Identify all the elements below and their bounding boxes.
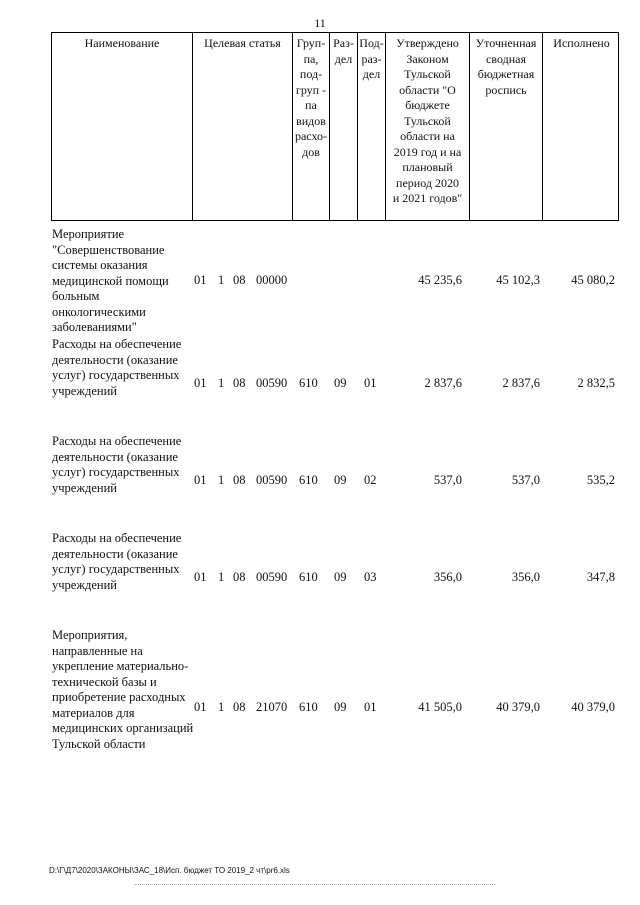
row-name: Мероприятие "Совершенствование системы оказания медицинской помощи больным онкологическими заболеваниями"	[52, 227, 169, 334]
row-refined: 45 102,3	[496, 273, 540, 287]
header-refined: Уточненная сводная бюджетная роспись	[469, 33, 542, 220]
row-subsection: 03	[364, 570, 377, 584]
header-target: Целевая статья	[192, 33, 292, 220]
row-group: 610	[299, 376, 318, 390]
row-name: Расходы на обеспечение деятельности (оказание услуг) государственных учреждений	[52, 531, 182, 592]
row-approved: 537,0	[433, 473, 462, 487]
header-group: Груп- па, под- груп - па видов расхо- дов	[292, 33, 329, 220]
row-section: 09	[334, 473, 347, 487]
header-name: Наименование	[84, 36, 160, 50]
row-section: 09	[334, 376, 347, 390]
row-code-part4: 21070	[256, 700, 288, 714]
row-subsection: 02	[364, 473, 377, 487]
row-code-part4: 00590	[256, 376, 288, 390]
row-section: 09	[334, 570, 347, 584]
row-executed: 40 379,0	[571, 700, 615, 714]
row-name: Мероприятия, направленные на укрепление материально-технической базы и приобретение расходных материалов для медицинских организаций Тульской области	[52, 628, 194, 751]
row-code-part2: 1	[218, 473, 225, 487]
row-group: 610	[299, 700, 318, 714]
row-code-part2: 1	[218, 273, 225, 287]
row-code-part3: 08	[233, 473, 246, 487]
header-approved: Утверждено Законом Тульской области "О бюджете Тульской области на 2019 год и на плановый период 2020 и 2021 годов"	[385, 33, 469, 220]
row-executed: 347,8	[586, 570, 615, 584]
footer-divider	[135, 884, 495, 885]
row-code-part3: 08	[233, 700, 246, 714]
row-subsection: 01	[364, 376, 377, 390]
row-approved: 45 235,6	[418, 273, 462, 287]
row-code-part1: 01	[194, 473, 207, 487]
row-approved: 356,0	[433, 570, 462, 584]
row-code-part3: 08	[233, 273, 246, 287]
row-code-part1: 01	[194, 376, 207, 390]
row-section: 09	[334, 700, 347, 714]
row-code-part2: 1	[218, 570, 225, 584]
row-code-part2: 1	[218, 376, 225, 390]
row-executed: 45 080,2	[571, 273, 615, 287]
row-approved: 41 505,0	[418, 700, 462, 714]
row-group: 610	[299, 473, 318, 487]
row-code-part3: 08	[233, 376, 246, 390]
header-executed: Исполнено	[542, 33, 620, 220]
row-approved: 2 837,6	[424, 376, 462, 390]
row-executed: 535,2	[586, 473, 615, 487]
row-code-part4: 00000	[256, 273, 288, 287]
page-number: 11	[314, 16, 326, 30]
row-refined: 40 379,0	[496, 700, 540, 714]
row-executed: 2 832,5	[577, 376, 615, 390]
row-group: 610	[299, 570, 318, 584]
row-code-part1: 01	[194, 273, 207, 287]
header-section: Раз- дел	[329, 33, 357, 220]
row-code-part4: 00590	[256, 570, 288, 584]
row-refined: 2 837,6	[502, 376, 540, 390]
table-header	[51, 32, 619, 221]
file-path-footer: D:\Г\Д7\2020\ЗАКОНЫ\ЗАС_18\Исп. бюджет ТО 2019_2 чт\pr6.xls	[49, 866, 290, 875]
row-code-part1: 01	[194, 570, 207, 584]
row-code-part1: 01	[194, 700, 207, 714]
row-code-part4: 00590	[256, 473, 288, 487]
row-refined: 356,0	[511, 570, 540, 584]
row-refined: 537,0	[511, 473, 540, 487]
header-subsection: Под- раз- дел	[357, 33, 385, 220]
row-name: Расходы на обеспечение деятельности (оказание услуг) государственных учреждений	[52, 434, 182, 495]
row-name: Расходы на обеспечение деятельности (оказание услуг) государственных учреждений	[52, 337, 182, 398]
row-code-part3: 08	[233, 570, 246, 584]
row-code-part2: 1	[218, 700, 225, 714]
row-subsection: 01	[364, 700, 377, 714]
